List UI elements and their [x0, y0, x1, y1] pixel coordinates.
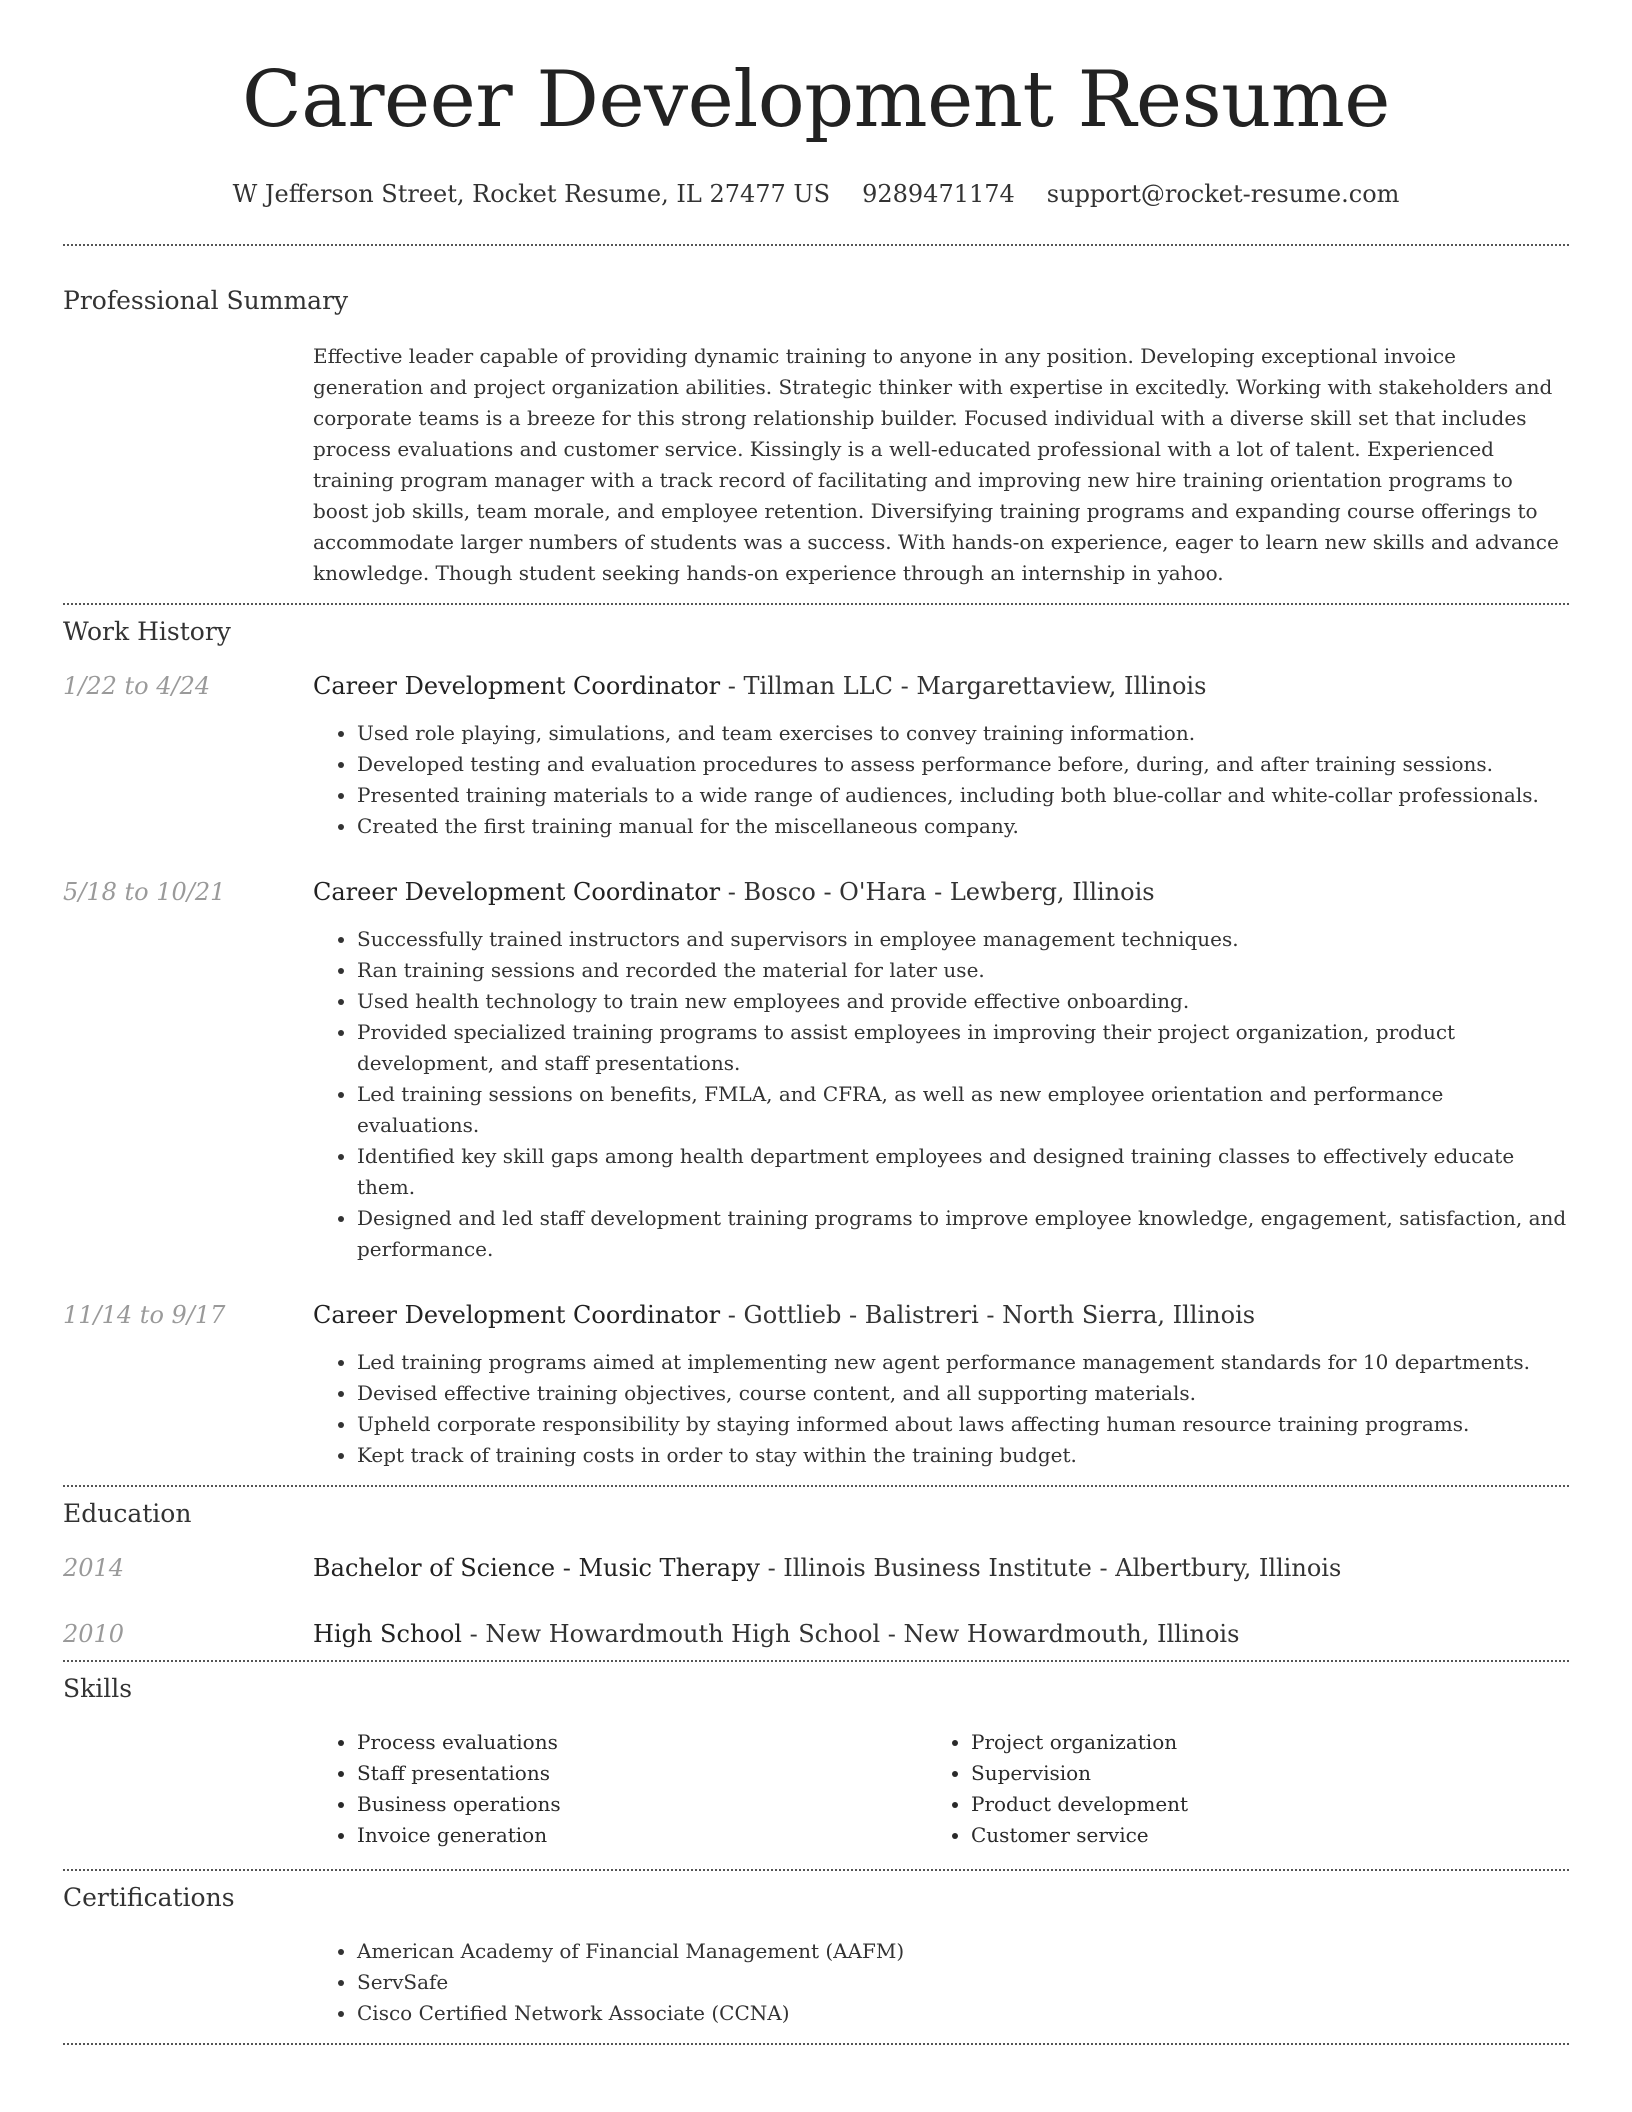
list-item: • Ran training sessions and recorded the material for later use.: [357, 955, 1569, 986]
list-item: • Used role playing, simulations, and team exercises to convey training information.: [357, 718, 1569, 749]
divider: [63, 2043, 1569, 2045]
education-section: [63, 1487, 1569, 1660]
resume-header: [63, 0, 1569, 208]
list-item: • Cisco Certified Network Associate (CCNA): [357, 1998, 1569, 2029]
list-item: • Business operations: [357, 1789, 927, 1820]
job-heading: [313, 876, 1569, 908]
list-item: • Product development: [971, 1789, 1541, 1820]
job-details: [313, 670, 1569, 842]
section-title-work: Work History: [63, 617, 231, 646]
job-bullets: [313, 924, 1569, 1265]
list-item: • Customer service: [971, 1820, 1541, 1851]
skills-grid: [313, 1727, 1569, 1851]
job-heading: [313, 670, 1569, 702]
education-school: - Illinois Business Institute - Albertbury, Illinois: [759, 1554, 1342, 1582]
education-degree: Bachelor of Science - Music Therapy: [313, 1554, 760, 1582]
email: support@rocket-resume.com: [1046, 180, 1400, 208]
work-section: [63, 605, 1569, 1485]
summary-text: Effective leader capable of providing dynamic training to anyone in any position. Developing exceptional invoice generation and project organization abilities. Strategic thinker with expertise in excitedly. Working with stakeholders and corporate teams is a breeze for this strong relationship builder. Focused individual with a diverse skill set that includes process evaluations and customer service. Kissingly is a well-educated professional with a lot of talent. Experienced training program manager with a track record of facilitating and improving new hire training orientation programs to boost job skills, team morale, and employee retention. Diversifying training programs and expanding course offerings to accommodate larger numbers of students was a success. With hands-on experience, eager to learn new skills and advance knowledge. Though student seeking hands-on experience through an internship in yahoo.: [313, 344, 1559, 585]
list-item: • Upheld corporate responsibility by staying informed about laws affecting human resource training programs.: [357, 1409, 1569, 1440]
list-item: • Supervision: [971, 1758, 1541, 1789]
list-item: • Led training programs aimed at implementing new agent performance management standards for 10 departments.: [357, 1347, 1569, 1378]
list-item: • Successfully trained instructors and supervisors in employee management techniques.: [357, 924, 1569, 955]
education-list: [63, 1552, 1569, 1650]
job-dates: 5/18 to 10/21: [63, 878, 226, 906]
certifications-list: [313, 1936, 1569, 2029]
list-item: • Provided specialized training programs to assist employees in improving their project organization, product development, and staff presentations.: [357, 1017, 1569, 1079]
education-year: 2010: [63, 1620, 125, 1648]
section-title-education: Education: [63, 1499, 192, 1528]
job-employer: - Tillman LLC - Margarettaview, Illinois: [720, 672, 1207, 700]
list-item: • Identified key skill gaps among health department employees and designed training classes to effectively educate them.: [357, 1141, 1569, 1203]
job-entry: [63, 876, 1569, 1265]
section-title-skills: Skills: [63, 1674, 133, 1703]
list-item: • Process evaluations: [357, 1727, 927, 1758]
job-dates: 11/14 to 9/17: [63, 1301, 226, 1329]
list-item: • Created the first training manual for the miscellaneous company.: [357, 811, 1569, 842]
list-item: • Staff presentations: [357, 1758, 927, 1789]
skills-section: [63, 1662, 1569, 1869]
job-heading: [313, 1299, 1569, 1331]
list-item: • Devised effective training objectives, course content, and all supporting materials.: [357, 1378, 1569, 1409]
education-year: 2014: [63, 1554, 125, 1582]
job-details: [313, 876, 1569, 1265]
job-employer: - Bosco - O'Hara - Lewberg, Illinois: [720, 878, 1155, 906]
job-role: Career Development Coordinator: [313, 1301, 721, 1329]
education-entry: [63, 1552, 1569, 1584]
list-item: • Project organization: [971, 1727, 1541, 1758]
contact-line: [63, 180, 1569, 208]
job-entry: [63, 1299, 1569, 1471]
list-item: • Kept track of training costs in order to stay within the training budget.: [357, 1440, 1569, 1471]
job-bullets: [313, 1347, 1569, 1471]
job-employer: - Gottlieb - Balistreri - North Sierra, Illinois: [720, 1301, 1256, 1329]
education-school: - New Howardmouth High School - New Howardmouth, Illinois: [461, 1620, 1240, 1648]
address: W Jefferson Street, Rocket Resume, IL 27477 US: [232, 180, 831, 208]
skills-column-right: [927, 1727, 1541, 1851]
job-list: [63, 670, 1569, 1471]
job-bullets: [313, 718, 1569, 842]
phone: 9289471174: [862, 180, 1015, 208]
job-role: Career Development Coordinator: [313, 672, 721, 700]
job-entry: [63, 670, 1569, 842]
summary-section: [63, 246, 1569, 589]
resume-title: Career Development Resume: [242, 55, 1390, 145]
list-item: • Invoice generation: [357, 1820, 927, 1851]
section-title-certifications: Certifications: [63, 1883, 235, 1912]
list-item: • ServSafe: [357, 1967, 1569, 1998]
list-item: • Designed and led staff development training programs to improve employee knowledge, engagement, satisfaction, and performance.: [357, 1203, 1569, 1265]
job-role: Career Development Coordinator: [313, 878, 721, 906]
education-entry: [63, 1618, 1569, 1650]
job-details: [313, 1299, 1569, 1471]
certifications-section: [63, 1871, 1569, 2043]
education-heading: [313, 1552, 1569, 1584]
list-item: • Led training sessions on benefits, FMLA, and CFRA, as well as new employee orientation and performance evaluations.: [357, 1079, 1569, 1141]
skills-column-left: [313, 1727, 927, 1851]
section-title-summary: Professional Summary: [63, 286, 349, 315]
list-item: • Used health technology to train new employees and provide effective onboarding.: [357, 986, 1569, 1017]
list-item: • Developed testing and evaluation procedures to assess performance before, during, and after training sessions.: [357, 749, 1569, 780]
job-dates: 1/22 to 4/24: [63, 672, 211, 700]
list-item: • American Academy of Financial Management (AAFM): [357, 1936, 1569, 1967]
education-heading: [313, 1618, 1569, 1650]
education-degree: High School: [313, 1620, 462, 1648]
list-item: • Presented training materials to a wide range of audiences, including both blue-collar and white-collar professionals.: [357, 780, 1569, 811]
